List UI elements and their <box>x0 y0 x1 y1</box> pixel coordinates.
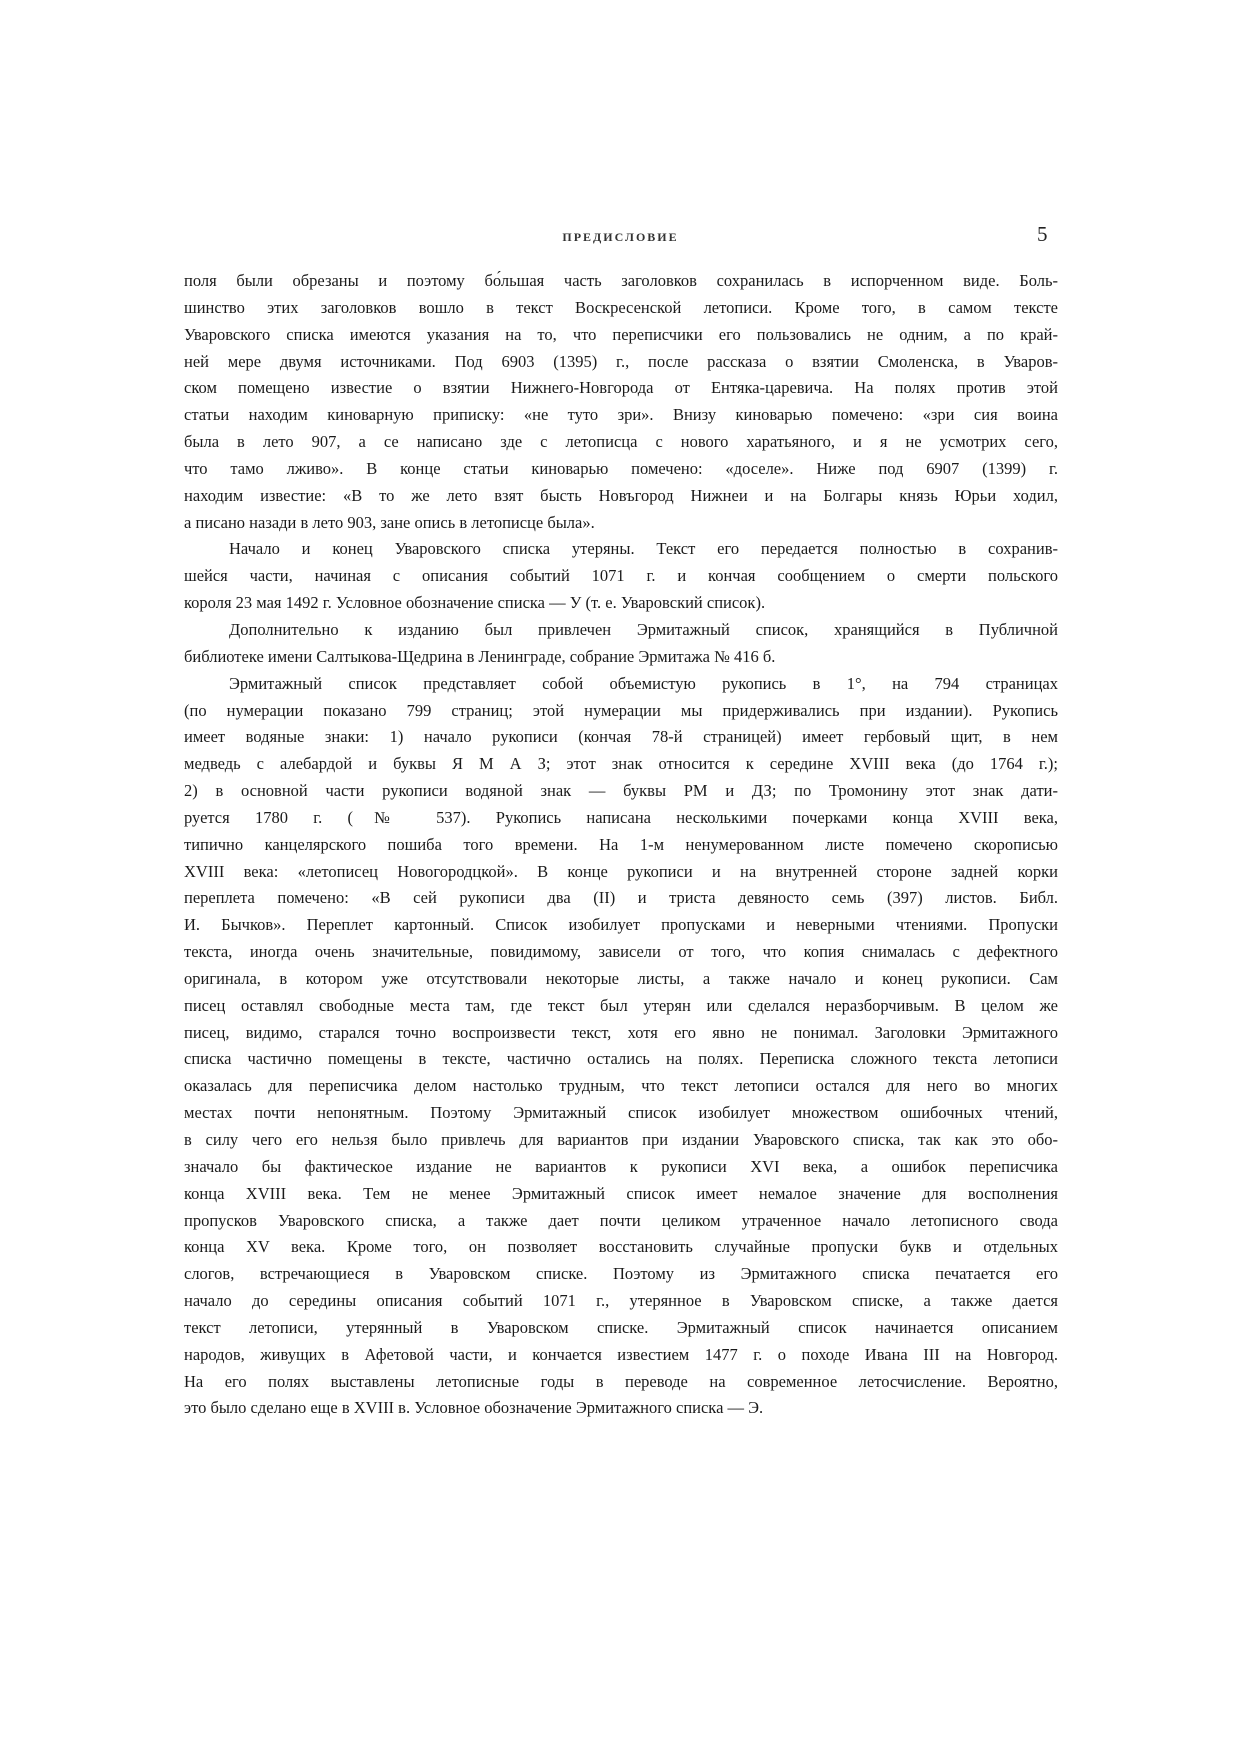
text-line: конца XVIII века. Тем не менее Эрмитажный список имеет немалое значение для восполнения <box>184 1183 1058 1203</box>
text-line: шейся части, начиная с описания событий 1071 г. и кончая сообщением о смерти польского <box>184 566 1058 586</box>
page-number: 5 <box>1037 222 1048 246</box>
text-line: И. Бычков». Переплет картонный. Список изобилует пропусками и неверными чтениями. Пропуски <box>184 915 1058 935</box>
text-line: медведь с алебардой и буквы Я М А З; этот знак относится к середине XVIII века (до 1764 г.); <box>184 754 1058 774</box>
text-line: Эрмитажный список представляет собой объемистую рукопись в 1°, на 794 страницах <box>229 673 1058 693</box>
text-line: руется 1780 г. (№ 537). Рукопись написана несколькими почерками конца XVIII века, <box>184 807 1058 827</box>
text-line: текста, иногда очень значительные, повидимому, зависели от того, что копия снималась с дефектного <box>184 942 1058 962</box>
text-line: 2) в основной части рукописи водяной знак — буквы РМ и ДЗ; по Тромонину этот знак дати- <box>184 781 1058 801</box>
text-line: была в лето 907, а се написано зде с летописца с нового харатьяного, и я не усмотрих сего, <box>184 432 1058 452</box>
text-line: конца XV века. Кроме того, он позволяет восстановить случайные пропуски букв и отдельных <box>184 1237 1058 1257</box>
text-line: На его полях выставлены летописные годы в переводе на современное летосчисление. Вероятно, <box>184 1371 1058 1391</box>
text-line: поля были обрезаны и поэтому бо́льшая часть заголовков сохранилась в испорченном виде. Боль- <box>184 271 1058 290</box>
text-line: оригинала, в котором уже отсутствовали некоторые листы, а также начало и конец рукописи. Сам <box>184 968 1058 988</box>
text-line: местах почти непонятным. Поэтому Эрмитажный список изобилует множеством ошибочных чтений, <box>184 1103 1058 1123</box>
text-line: текст летописи, утерянный в Уваровском списке. Эрмитажный список начинается описанием <box>184 1317 1058 1337</box>
text-line: писец, видимо, старался точно воспроизвести текст, хотя его явно не понимал. Заголовки Эрмитажного <box>184 1022 1058 1042</box>
text-line: слогов, встречающиеся в Уваровском списке. Поэтому из Эрмитажного списка печатается его <box>184 1264 1058 1284</box>
text-line: пропусков Уваровского списка, а также дает почти целиком утраченное начало летописного свода <box>184 1210 1058 1230</box>
text-line: ней мере двумя источниками. Под 6903 (1395) г., после рассказа о взятии Смоленска, в Уваров- <box>184 351 1058 371</box>
text-line: Дополнительно к изданию был привлечен Эрмитажный список, хранящийся в Публичной <box>229 619 1058 639</box>
text-line: оказалась для переписчика делом настолько трудным, что текст летописи остался для него во многих <box>184 1076 1058 1096</box>
text-line: имеет водяные знаки: 1) начало рукописи (кончая 78-й страницей) имеет гербовый щит, в нем <box>184 727 1058 747</box>
text-line: значало бы фактическое издание не вариантов к рукописи XVI века, а ошибок переписчика <box>184 1156 1058 1176</box>
text-line: а писано назади в лето 903, зане опись в летописце была». <box>184 512 595 532</box>
running-title: ПРЕДИСЛОВИЕ <box>562 230 679 244</box>
text-line: Уваровского списка имеются указания на то, что переписчики его пользовались не одним, а по край- <box>184 324 1058 344</box>
text-line: что тамо лживо». В конце статьи киноварью помечено: «доселе». Ниже под 6907 (1399) г. <box>184 458 1058 478</box>
text-line: это было сделано еще в XVIII в. Условное обозначение Эрмитажного списка — Э. <box>184 1398 764 1418</box>
text-line: писец оставлял свободные места там, где текст был утерян или сделался неразборчивым. В целом же <box>184 995 1058 1015</box>
text-line: народов, живущих в Афетовой части, и кончается известием 1477 г. о походе Ивана III на Новгород. <box>184 1344 1058 1364</box>
text-line: статьи находим киноварную приписку: «не туто зри». Внизу киноварью помечено: «зри сия воина <box>184 405 1058 425</box>
text-line: начало до середины описания событий 1071 г., утерянное в Уваровском списке, а также дается <box>184 1291 1058 1311</box>
text-line: типично канцелярского пошиба того времени. На 1-м ненумерованном листе помечено скорописью <box>184 834 1058 854</box>
text-line: XVIII века: «летописец Новогородцкой». В конце рукописи и на внутренней стороне задней корки <box>184 861 1058 881</box>
text-line: ском помещено известие о взятии Нижнего-Новгорода от Ентяка-царевича. На полях против этой <box>184 378 1058 398</box>
text-line: короля 23 мая 1492 г. Условное обозначение списка — У (т. е. Уваровский список). <box>184 593 766 613</box>
text-line: списка частично помещены в тексте, частично остались на полях. Переписка сложного текста летописи <box>184 1049 1058 1069</box>
text-line: находим известие: «В то же лето взят бысть Новъгород Нижнеи и на Болгары князь Юрьи ходил, <box>184 485 1058 505</box>
text-line: Начало и конец Уваровского списка утеряны. Текст его передается полностью в сохранив- <box>229 539 1058 559</box>
text-line: переплета помечено: «В сей рукописи два (II) и триста девяносто семь (397) листов. Библ. <box>184 888 1058 908</box>
text-line: в силу чего его нельзя было привлечь для вариантов при издании Уваровского списка, так как это обо- <box>184 1130 1058 1149</box>
body-text <box>184 268 1058 1422</box>
text-line: (по нумерации показано 799 страниц; этой нумерации мы придерживались при издании). Рукопись <box>184 700 1058 720</box>
text-line: библиотеке имени Салтыкова-Щедрина в Ленинграде, собрание Эрмитажа № 416 б. <box>184 646 776 666</box>
text-line: шинство этих заголовков вошло в текст Воскресенской летописи. Кроме того, в самом тексте <box>184 297 1058 317</box>
